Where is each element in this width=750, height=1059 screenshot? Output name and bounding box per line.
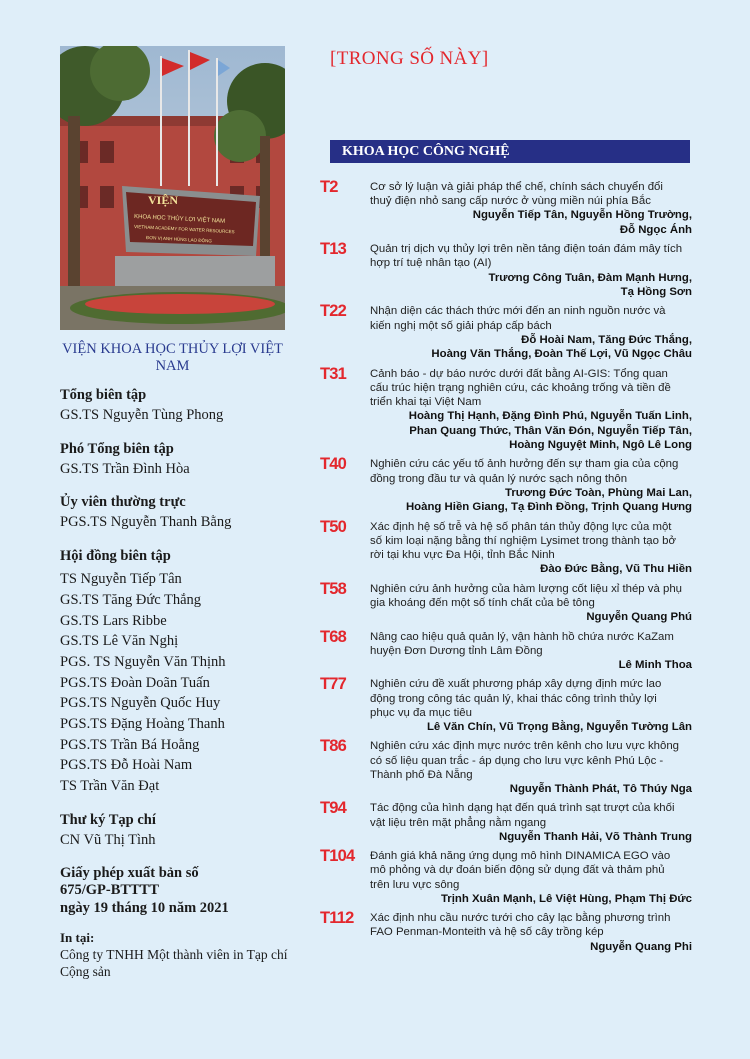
toc-title-line: vật liệu trên mặt phẳng nằm ngang [370, 816, 547, 829]
toc-author-line: Tạ Hồng Sơn [620, 286, 692, 299]
toc-article-title [370, 304, 692, 332]
standing-member-name: PGS.TS Nguyễn Thanh Bằng [60, 514, 232, 531]
toc-title-line: động trong công tác quản lý, khai thác công trình thủy lợi [370, 692, 657, 705]
toc-page-number: T68 [320, 627, 347, 646]
editor-in-chief-title: Tổng biên tập [60, 387, 147, 403]
toc-author-line: Lê Minh Thoa [618, 658, 692, 671]
toc-page-number: T13 [320, 240, 347, 259]
toc-article-title [370, 520, 692, 563]
toc-author-line: Nguyễn Thanh Hải, Võ Thành Trung [498, 830, 692, 843]
toc-article-title [370, 457, 692, 485]
toc-authors [370, 271, 692, 300]
board-member: PGS.TS Đoàn Doãn Tuấn [60, 674, 210, 691]
sign-line-1: KHOA HỌC THỦY LỢI VIỆT NAM [133, 214, 226, 225]
deputy-editor-name: GS.TS Trần Đình Hòa [60, 460, 190, 477]
board-member: GS.TS Lars Ribbe [60, 612, 167, 629]
masthead [60, 386, 320, 980]
toc-title-line: Nghiên cứu xác định mực nước trên kênh cho lưu vực không [370, 740, 679, 753]
toc-authors [370, 562, 692, 576]
editor-in-chief-name: GS.TS Nguyễn Tùng Phong [60, 407, 224, 423]
toc-title-line: Xác định nhu cầu nước tưới cho cây lạc bằng phương trình [370, 912, 671, 925]
secretary-title: Thư ký Tạp chí [60, 811, 156, 828]
secretary-block [60, 811, 320, 851]
toc-page-number: T22 [320, 302, 347, 321]
toc-title-line: cấu trúc hiện trạng nghiên cứu, các khoảng trống và tiền đề [370, 381, 671, 394]
institute-name: VIỆN KHOA HỌC THỦY LỢI VIỆT NAM [62, 341, 283, 374]
toc-title-line: hợp trí tuệ nhân tạo (AI) [370, 257, 492, 270]
toc-article-title [370, 801, 692, 829]
board-member: GS.TS Lê Văn Nghị [60, 633, 179, 650]
toc-title-line: mô phỏng và dự đoán biến động sử dụng đất và thảm phủ [370, 864, 665, 877]
toc-page-number: T31 [320, 364, 347, 383]
toc-author-line: Trịnh Xuân Mạnh, Lê Việt Hùng, Phạm Thị Đức [440, 892, 692, 905]
toc-author-line: Hoàng Thị Hạnh, Đặng Đình Phú, Nguyễn Tuấn Linh, [408, 410, 692, 423]
printer-title: In tại: [60, 930, 95, 946]
toc-author-line: Lê Văn Chín, Vũ Trọng Bằng, Nguyễn Tường Lân [426, 720, 692, 733]
board-member: PGS.TS Đỗ Hoài Nam [60, 757, 193, 774]
sign-line-2: VIETNAM ACADEMY FOR WATER RESOURCES [133, 224, 235, 235]
toc-authors [370, 208, 692, 237]
toc-author-line: Nguyễn Thành Phát, Tô Thúy Nga [509, 782, 692, 795]
toc-title-line: Quản trị dịch vụ thủy lợi trên nền tảng điện toán đám mây tích [370, 243, 683, 256]
toc-article-title [370, 630, 692, 658]
toc-article-title [370, 242, 692, 270]
toc-entry[interactable] [320, 517, 692, 577]
toc-page-number: T112 [320, 909, 354, 928]
standing-member-title: Ủy viên thường trực [60, 494, 186, 511]
toc-entry[interactable] [320, 579, 692, 625]
toc-entry[interactable] [320, 849, 692, 906]
board-member: PGS.TS Đặng Hoàng Thanh [60, 716, 225, 733]
toc-article-title [370, 849, 692, 892]
deputy-editor-title: Phó Tổng biên tập [60, 440, 174, 457]
toc-article-title [370, 582, 692, 610]
toc-title-line: rời tại khu vực Đa Hội, tỉnh Bắc Ninh [370, 549, 555, 562]
toc-author-line: Đỗ Ngọc Ánh [619, 223, 692, 236]
toc-author-line: Hoàng Nguyệt Minh, Ngô Lê Long [509, 439, 692, 452]
toc-authors [370, 333, 692, 362]
license-line: ngày 19 tháng 10 năm 2021 [60, 899, 229, 916]
license-line: Giấy phép xuất bản số [60, 864, 199, 881]
toc-title-line: huyện Đơn Dương tỉnh Lâm Đồng [370, 644, 543, 657]
toc-title-line: Nghiên cứu các yếu tố ảnh hưởng đến sự tham gia của cộng [370, 458, 679, 471]
toc-author-line: Trương Đức Toàn, Phùng Mai Lan, [504, 486, 692, 499]
toc-title-line: Đánh giá khả năng ứng dụng mô hình DINAMICA EGO vào [370, 850, 671, 863]
toc-title-line: Tác động của hình dạng hạt đến quá trình sạt trượt của khối [370, 802, 675, 815]
toc-author-line: Nguyễn Tiếp Tân, Nguyễn Hồng Trường, [472, 209, 692, 222]
sign-logo-text: VIỆN [148, 193, 179, 207]
editorial-board-block [60, 547, 320, 797]
toc-author-line: Đỗ Hoài Nam, Tăng Đức Thắng, [521, 333, 692, 346]
toc-entry[interactable] [320, 911, 692, 954]
board-member: GS.TS Tăng Đức Thắng [60, 591, 202, 608]
toc-title-line: Thành phố Đà Nẵng [370, 768, 473, 781]
toc-authors [370, 409, 692, 452]
toc-entry[interactable] [320, 457, 692, 514]
toc-authors [370, 940, 692, 954]
toc-author-line: Nguyễn Quang Phú [586, 611, 692, 624]
toc-article-title [370, 180, 692, 208]
toc-authors [370, 610, 692, 624]
toc-entry[interactable] [320, 627, 692, 673]
toc-title-line: Nhận diện các thách thức mới đến an ninh nguồn nước và [370, 305, 666, 318]
editorial-board-title: Hội đồng biên tập [60, 548, 171, 565]
board-member: TS Nguyễn Tiếp Tân [60, 571, 182, 588]
deputy-editor-block [60, 440, 320, 480]
toc-page-number: T2 [320, 178, 338, 196]
toc-entry[interactable] [320, 364, 692, 453]
toc-authors [370, 892, 692, 906]
toc-page-number: T40 [320, 455, 347, 474]
editor-in-chief-block [60, 386, 320, 426]
toc-title-line: phục vụ đa mục tiêu [370, 706, 472, 719]
toc-title-line: thuỷ điện nhỏ sang cấp nước ở vùng miền núi phía Bắc [370, 195, 651, 208]
printer-name: Công ty TNHH Một thành viên in Tạp chí Cộng sản [60, 947, 288, 980]
toc-entry[interactable] [320, 677, 692, 734]
toc-author-line: Phan Quang Thức, Thân Văn Đón, Nguyễn Tiếp Tân, [409, 424, 692, 437]
toc-title-line: số kim loại nặng bằng thí nghiệm Lysimet trong thành tạo bở [370, 534, 676, 547]
toc-page-number: T86 [320, 737, 347, 756]
toc-entry[interactable] [320, 242, 692, 299]
toc-entry[interactable] [320, 739, 692, 796]
toc-author-line: Trương Công Tuân, Đàm Mạnh Hưng, [488, 271, 692, 284]
toc-page-number: T77 [320, 675, 347, 694]
section-header: KHOA HỌC CÔNG NGHỆ [330, 140, 690, 163]
license-line: 675/GP-BTTTT [60, 882, 160, 899]
toc-authors [370, 658, 692, 672]
toc-article-title [370, 739, 692, 782]
toc-title-line: Xác định hệ số trễ và hệ số phân tán thủy động lực của một [370, 520, 672, 533]
publishing-license [60, 865, 320, 918]
toc-article-title [370, 677, 692, 720]
toc-article-title [370, 367, 692, 410]
toc-title-line: gia khoáng đến một số tính chất của bê tông [370, 596, 595, 609]
toc-author-line: Đào Đức Bằng, Vũ Thu Hiền [540, 563, 692, 576]
toc-page-number: T50 [320, 517, 347, 536]
toc-title-line: Nghiên cứu ảnh hưởng của hàm lượng cốt liệu xỉ thép và phụ [370, 582, 683, 595]
toc-title-line: đồng trong đầu tư và quản lý nước sạch nông thôn [370, 472, 628, 485]
toc-title-line: Cảnh báo - dự báo nước dưới đất bằng AI-GIS: Tổng quan [370, 367, 668, 380]
secretary-name: CN Vũ Thị Tình [60, 831, 156, 848]
toc-entry[interactable] [320, 801, 692, 844]
board-member: PGS.TS Trần Bá Hoằng [60, 736, 200, 753]
toc-title-line: kiến nghị một số giải pháp cấp bách [370, 319, 552, 332]
board-member: PGS.TS Nguyễn Quốc Huy [60, 695, 221, 712]
board-member: TS Trần Văn Đạt [60, 778, 160, 795]
toc-author-line: Hoàng Văn Thắng, Đoàn Thế Lợi, Vũ Ngọc Châu [431, 348, 692, 361]
toc-authors [370, 782, 692, 796]
toc-title-line: Nghiên cứu đề xuất phương pháp xây dựng định mức lao [370, 678, 662, 691]
toc-title-line: triển khai tại Việt Nam [370, 396, 482, 409]
toc-title-line: có số liệu quan trắc - áp dụng cho lưu vực kênh Phú Lộc - [370, 754, 664, 767]
toc-author-line: Hoàng Hiền Giang, Tạ Đình Đồng, Trịnh Quang Hưng [405, 501, 692, 514]
toc-author-line: Nguyễn Quang Phi [590, 940, 692, 953]
toc-title-line: trên lưu vực sông [370, 878, 460, 891]
issue-title: [TRONG SỐ NÀY] [330, 48, 489, 69]
toc-authors [370, 830, 692, 844]
toc-authors [370, 486, 692, 515]
toc-entry[interactable] [320, 180, 692, 237]
standing-member-block [60, 493, 320, 533]
sign-line-3: ĐƠN VỊ ANH HÙNG LAO ĐỘNG [145, 235, 212, 244]
toc-article-title [370, 911, 692, 939]
board-member: PGS. TS Nguyễn Văn Thịnh [60, 653, 226, 670]
toc-authors [370, 720, 692, 734]
institute-photo [60, 46, 285, 330]
toc-title-line: FAO Penman-Monteith và hệ số cây trồng kép [370, 926, 604, 939]
toc-title-line: Cơ sở lý luận và giải pháp thể chế, chính sách chuyển đổi [370, 181, 663, 193]
toc-page-number: T104 [320, 847, 355, 866]
toc-entry[interactable] [320, 304, 692, 361]
toc-page-number: T58 [320, 579, 347, 598]
toc-page-number: T94 [320, 799, 347, 818]
toc-title-line: Nâng cao hiệu quả quản lý, vận hành hồ chứa nước KaZam [370, 630, 674, 643]
table-of-contents [320, 180, 692, 959]
